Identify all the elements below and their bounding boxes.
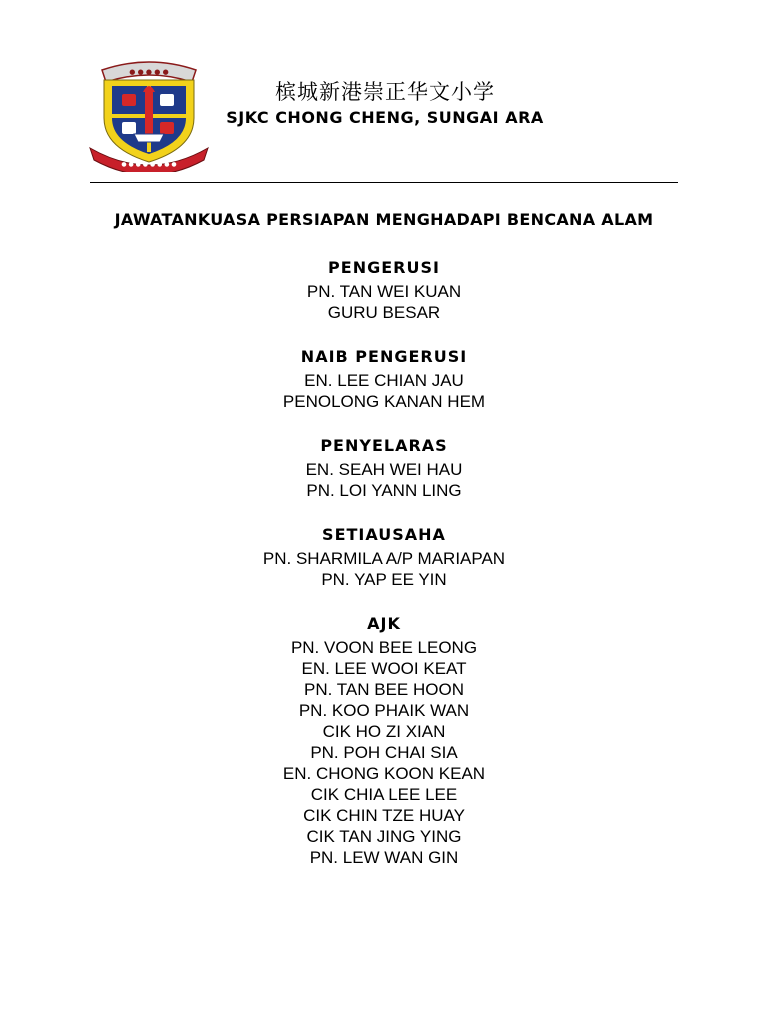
member-name: PN. LOI YANN LING xyxy=(306,481,462,500)
section-setiausaha xyxy=(90,523,678,590)
section-penyelaras xyxy=(90,434,678,501)
member-name: CIK HO ZI XIAN xyxy=(322,722,446,741)
member-name: PN. YAP EE YIN xyxy=(321,570,447,589)
member-name: PN. TAN WEI KUAN xyxy=(306,282,462,301)
member-name: PN. POH CHAI SIA xyxy=(310,743,458,762)
member-name: CIK CHIN TZE HUAY xyxy=(303,806,465,825)
svg-text:● ● ● ● ● ● ● ●: ● ● ● ● ● ● ● ● xyxy=(121,161,177,168)
section-heading: NAIB PENGERUSI xyxy=(300,347,468,366)
member-name: CIK TAN JING YING xyxy=(306,827,462,846)
crest-icon xyxy=(88,56,210,172)
section-heading: PENYELARAS xyxy=(320,436,448,455)
member-name: PN. KOO PHAIK WAN xyxy=(298,701,470,720)
svg-text:● ● ● ● ●: ● ● ● ● ● xyxy=(129,68,169,76)
school-chinese-name: 槟城新港崇正华文小学 xyxy=(275,80,495,104)
member-name: GURU BESAR xyxy=(327,303,441,322)
member-name: PENOLONG KANAN HEM xyxy=(282,392,486,411)
member-name: PN. LEW WAN GIN xyxy=(309,848,459,867)
section-ajk xyxy=(90,612,678,868)
document-title: JAWATANKUASA PERSIAPAN MENGHADAPI BENCANA ALAM xyxy=(114,210,654,229)
member-name: EN. LEE WOOI KEAT xyxy=(301,659,467,678)
document-body xyxy=(90,206,678,868)
section-heading: AJK xyxy=(367,614,401,633)
member-name: PN. SHARMILA A/P MARIAPAN xyxy=(262,549,506,568)
school-crest-logo xyxy=(88,56,210,172)
member-name: EN. SEAH WEI HAU xyxy=(305,460,463,479)
member-name: EN. LEE CHIAN JAU xyxy=(304,371,464,390)
section-heading: SETIAUSAHA xyxy=(322,525,446,544)
letterhead xyxy=(210,78,560,129)
member-name: EN. CHONG KOON KEAN xyxy=(282,764,486,783)
section-heading: PENGERUSI xyxy=(328,258,440,277)
section-naib-pengerusi xyxy=(90,345,678,412)
member-name: CIK CHIA LEE LEE xyxy=(310,785,458,804)
school-name: SJKC CHONG CHENG, SUNGAI ARA xyxy=(226,108,544,127)
section-pengerusi xyxy=(90,256,678,323)
member-name: PN. TAN BEE HOON xyxy=(304,680,464,699)
member-name: PN. VOON BEE LEONG xyxy=(290,638,478,657)
header-divider xyxy=(90,182,678,183)
